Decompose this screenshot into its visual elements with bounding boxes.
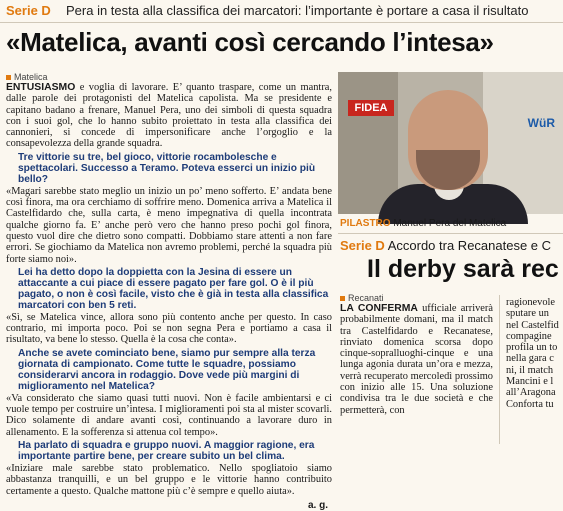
player-photo xyxy=(338,72,563,214)
bullet-square-icon xyxy=(6,75,11,80)
column-line: sputare un xyxy=(506,308,549,320)
article-paragraph xyxy=(340,303,493,416)
column-line: profila un to xyxy=(506,342,558,354)
column-line: ni, il match xyxy=(506,364,554,376)
interview-answer: «Va considerato che siamo quasi tutti nuovi. Non è facile ambientarsi e ci vuole tempo per costruire un’intesa. I miglioramenti poi sta al mister scovarli. Dico solamente di andare avanti così, continuando a lavorare duro in allenamento. E la sofferenza si attenua col tempo». xyxy=(6,392,332,438)
second-article-body xyxy=(340,293,493,417)
column-line: Mancini e l xyxy=(506,376,554,388)
column-line: nella gara c xyxy=(506,353,554,365)
second-dateline xyxy=(340,293,493,303)
column-line: nel Castelfid xyxy=(506,319,559,331)
section-kicker: Serie D xyxy=(6,3,51,18)
column-divider xyxy=(499,295,500,444)
paragraph-text: ufficiale arriverà probabilmente domani, ma il match tra Castelfidardo e Recanatese, rinviato domenica scorsa dopo cinque-sopralluoghi-cinque e una lunga agonia durata un’ora e mezza, verrà recuperato mercoledì prossimo con inizio alle 15. Una soluzione condivisa tra le due società e che permetterà, con xyxy=(340,303,493,416)
column-line: ragionevole xyxy=(506,297,556,308)
article-paragraph xyxy=(6,82,332,150)
subheadline: Pera in testa alla classifica dei marcatori: l’importante è portare a casa il risultato xyxy=(66,3,529,18)
photo-caption xyxy=(340,218,506,229)
caption-key: PILASTRO xyxy=(340,218,391,229)
sponsor-sign: FIDEA xyxy=(348,100,394,116)
second-kicker-text: Accordo tra Recanatese e C xyxy=(387,238,552,253)
article-dateline xyxy=(6,72,332,82)
interview-question: Tre vittorie su tre, bel gioco, vittorie rocambolesche e spettacolari. Successo a Teramo. Poteva esserci un inizio più bello? xyxy=(18,151,316,185)
article-body xyxy=(6,72,332,511)
photo-background xyxy=(338,72,398,214)
second-article-column xyxy=(506,297,563,410)
paragraph-text: e voglia di lavorare. E’ quanto traspare, come un mantra, dalle parole dei protagonisti del Matelica capolista. Ma se presidente e capitano badano a frenare, Manuel Pera, uno dei simboli di questa squadra con i suoi gol, che lo hanno subito proiettato in testa alla classifica dei cannonieri, si concede di impersonificare anche l’orgoglio e la consapevolezza della grande squadra. xyxy=(6,82,332,150)
dateline-text: Matelica xyxy=(14,72,48,82)
interview-question: Anche se avete cominciato bene, siamo pur sempre alla terza giornata di campionato. Come tutte le squadre, possiamo considerarvi ancora in rodaggio. Dove vede più margini di miglioramento nel Matelica? xyxy=(18,347,316,392)
lead-word: LA CONFERMA xyxy=(340,303,418,314)
interview-answer: «Sì, se Matelica vince, allora sono più contento anche per questo. In caso contrario, mi importa poco. Poi se non segna Pera e portiamo a casa il risultato, va bene lo stesso. Quella è la cosa che conta». xyxy=(6,311,332,346)
section-divider xyxy=(338,233,563,234)
second-headline: Il derby sarà rec xyxy=(367,255,559,283)
caption-text: Manuel Pera del Matelica xyxy=(393,218,507,229)
second-kicker xyxy=(340,238,551,253)
interview-question: Lei ha detto dopo la doppietta con la Jesina di essere un attaccante a cui piace di essere pagato per fare gol. O è il più pagato, o non è così facile, visto che è già in testa alla classifica marcatori con ben 5 reti. xyxy=(18,266,329,311)
lead-word: ENTUSIASMO xyxy=(6,82,76,93)
top-divider xyxy=(0,22,563,23)
section-topbar xyxy=(0,0,563,22)
dateline-text: Recanati xyxy=(348,293,384,303)
interview-answer: «Magari sarebbe stato meglio un inizio un po’ meno sofferto. E’ andata bene così finora, ma ora cerchiamo di soffrire meno. Domenica arriva a Matelica il Castelfidardo che, sulla carta, è meno impegnativa di quella incontrata qualche giorno fa. E’ anche però vero che hanno preso pochi gol finora, questo vuol dire che dietro sono compatti. Dobbiamo stare attenti a non fare errori. Se giochiamo da Matelica non avremo problemi, perché la squadra più forte siamo noi». xyxy=(6,185,332,265)
bullet-square-icon xyxy=(340,296,345,301)
author-signature: a. g. xyxy=(307,499,328,511)
sponsor-sign: WüR xyxy=(527,116,555,130)
interview-answer: «Iniziare male sarebbe stato problematico. Nello spogliatoio siamo abbastanza tranquilli, e un bel gruppo e le vittorie hanno contribuito certamente a questo. Qualche mattone più c’è sempre e quello aiuta». xyxy=(6,462,332,497)
main-headline: «Matelica, avanti così cercando l’intesa» xyxy=(6,27,494,57)
interview-question: Ha parlato di squadra e gruppo nuovi. A maggior ragione, era importante partire bene, per creare subito un bel clima. xyxy=(18,439,315,462)
column-line: Conforta tu xyxy=(506,398,554,410)
column-line: compagine xyxy=(506,330,552,342)
column-line: all’Aragona xyxy=(506,387,556,399)
second-section-label: Serie D xyxy=(340,238,385,253)
